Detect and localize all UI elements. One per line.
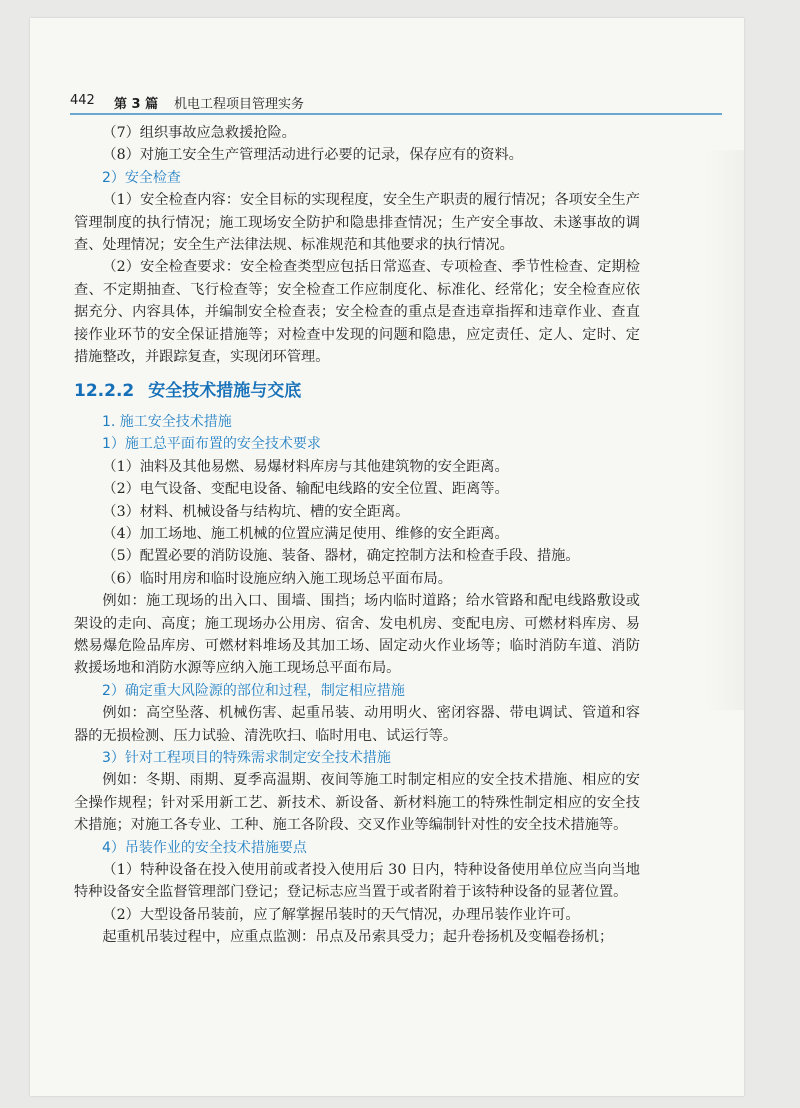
running-header [70, 90, 720, 114]
paragraph: （1）油料及其他易燃、易爆材料库房与其他建筑物的安全距离。 [102, 458, 509, 475]
paragraph: （2）安全检查要求：安全检查类型应包括日常巡查、专项检查、季节性检查、定期检查、不定期抽查、飞行检查等；安全检查工作应制度化、标准化、经常化；安全检查应依据充分、内容具体，并编制安全检查表；安全检查的重点是查违章指挥和违章作业、查直接作业环节的安全保证措施等；对检查中发现的问题和隐患，应定责任、定人、定时、定措施整改，并跟踪复查，实现闭环管理。 [74, 259, 640, 366]
paragraph: （2）大型设备吊装前，应了解掌握吊装时的天气情况，办理吊装作业许可。 [102, 906, 580, 923]
paragraph: （5）配置必要的消防设施、装备、器材，确定控制方法和检查手段、措施。 [102, 548, 580, 565]
paragraph: 例如：高空坠落、机械伤害、起重吊装、动用明火、密闭容器、带电调试、管道和容器的无损检测、压力试验、清洗吹扫、临时用电、试运行等。 [74, 705, 640, 744]
item-heading: 2）安全检查 [102, 169, 181, 186]
paragraph: （2）电气设备、变配电设备、输配电线路的安全位置、距离等。 [102, 481, 509, 498]
item-heading: 1）施工总平面布置的安全技术要求 [102, 436, 321, 453]
paragraph: （4）加工场地、施工机械的位置应满足使用、维修的安全距离。 [102, 525, 509, 542]
section-heading [74, 380, 640, 402]
section-heading-text: 安全技术措施与交底 [148, 381, 302, 402]
page-number: 442 [70, 93, 95, 108]
chapter-label: 第 3 篇 [114, 97, 159, 112]
paragraph: 例如：冬期、雨期、夏季高温期、夜间等施工时制定相应的安全技术措施、相应的安全操作规程；针对采用新工艺、新技术、新设备、新材料施工的特殊性制定相应的安全技术措施；对施工各专业、工种、施工各阶段、交叉作业等编制针对性的安全技术措施等。 [74, 772, 640, 834]
section-title: 机电工程项目管理实务 [174, 97, 305, 112]
subsection-heading: 1. 施工安全技术措施 [102, 413, 232, 430]
header-rule [70, 113, 722, 115]
item-heading: 4）吊装作业的安全技术措施要点 [102, 839, 307, 856]
show-through-shade [704, 150, 744, 710]
item-heading: 2）确定重大风险源的部位和过程，制定相应措施 [102, 682, 405, 699]
paragraph: （6）临时用房和临时设施应纳入施工现场总平面布局。 [102, 570, 452, 587]
paragraph: （8）对施工安全生产管理活动进行必要的记录，保存应有的资料。 [102, 147, 523, 164]
body-text [74, 122, 640, 949]
paragraph: （1）特种设备在投入使用前或者投入使用后 30 日内，特种设备使用单位应当向当地特种设备安全监督管理部门登记；登记标志应当置于或者附着于该特种设备的显著位置。 [74, 862, 640, 901]
paragraph: 例如：施工现场的出入口、围墙、围挡；场内临时道路；给水管路和配电线路敷设或架设的走向、高度；施工现场办公用房、宿舍、发电机房、变配电房、可燃材料库房、易燃易爆危险品库房、可燃材料堆场及其加工场、固定动火作业场等；临时消防车道、消防救援场地和消防水源等应纳入施工现场总平面布局。 [74, 593, 640, 677]
paragraph: （7）组织事故应急救援抢险。 [102, 125, 296, 141]
item-heading: 3）针对工程项目的特殊需求制定安全技术措施 [102, 749, 391, 766]
section-number: 12.2.2 [74, 381, 135, 402]
paragraph: （3）材料、机械设备与结构坑、槽的安全距离。 [102, 503, 410, 520]
paragraph: 起重机吊装过程中，应重点监测：吊点及吊索具受力；起升卷扬机及变幅卷扬机； [102, 929, 614, 946]
paragraph: （1）安全检查内容：安全目标的实现程度，安全生产职责的履行情况；各项安全生产管理制度的执行情况；施工现场安全防护和隐患排查情况；生产安全事故、未遂事故的调查、处理情况；安全生产法律法规、标准规范和其他要求的执行情况。 [74, 192, 640, 254]
